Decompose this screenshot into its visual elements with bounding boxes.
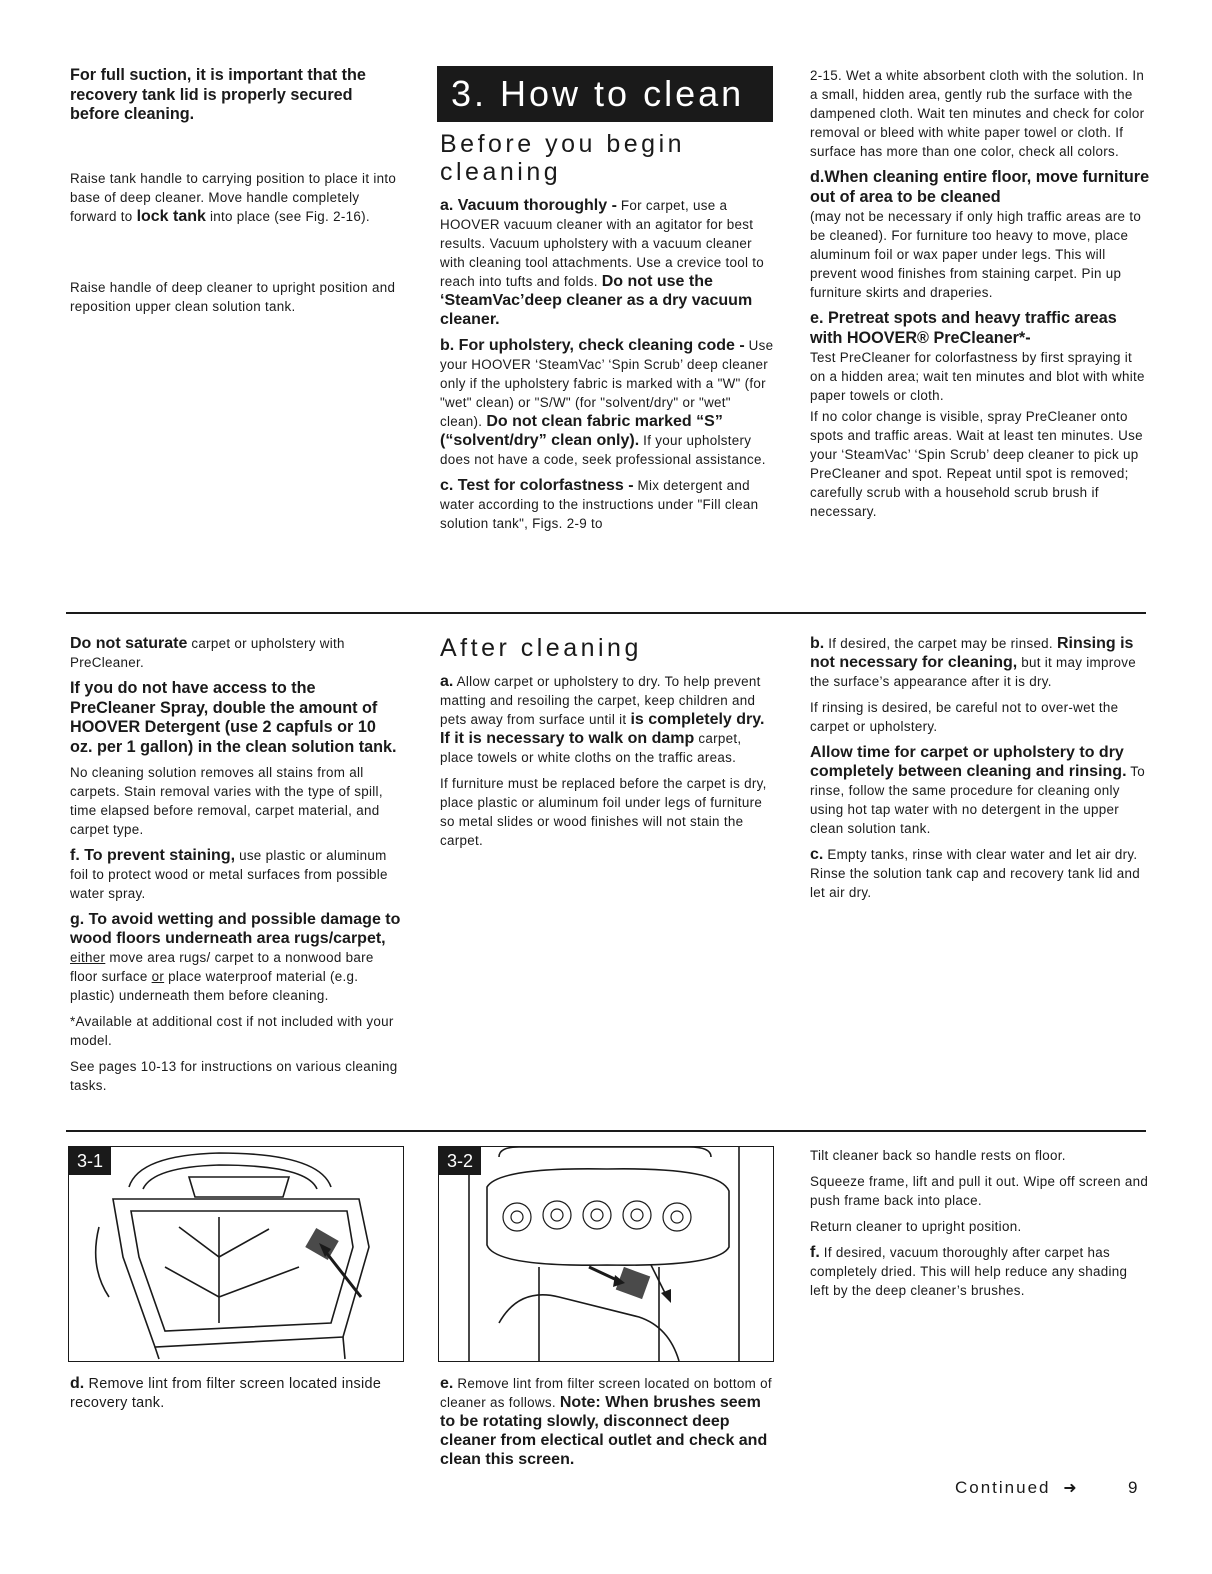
continued-label: Continued ➜	[955, 1478, 1079, 1497]
figure-label-3-2: 3-2	[439, 1147, 481, 1175]
pull-out-arrowhead-icon	[661, 1289, 671, 1303]
return-upright: Return cleaner to upright position.	[810, 1219, 1022, 1234]
no-solution-note: No cleaning solution removes all stains from all carpets. Stain removal varies with the type of spill, time elapsed before removal, carpet material, and carpet type.	[70, 765, 383, 837]
divider-top	[66, 612, 1146, 614]
figure-label-3-1: 3-1	[69, 1147, 111, 1175]
page-number: 9	[1128, 1478, 1140, 1497]
continue-arrow-icon: ➜	[1063, 1480, 1079, 1497]
step-g-wood-floors: g. To avoid wetting and possible damage to wood floors underneath area rugs/carpet, either move area rugs/ carpet to a nonwood bare floor surface or place waterproof material (e.g. plastic) underneath them before cleaning.	[70, 911, 401, 1003]
col2-bottom	[440, 1374, 775, 1494]
step-c-colorfastness: c. Test for colorfastness - Mix detergent and water according to the instructions under "Fill clean solution tank", Figs. 2-9 to	[440, 477, 759, 531]
after-step-b: b. If desired, the carpet may be rinsed. Rinsing is not necessary for cleaning, but it may improve the surface’s appearance after it is dry.	[810, 635, 1137, 689]
brush-rollers	[503, 1201, 691, 1231]
filter-screen	[305, 1228, 339, 1260]
after-step-a: a. Allow carpet or upholstery to dry. To help prevent matting and resoiling the carpet, keep children and pets away from surface until it is completely dry. If it is necessary to walk on damp carpet, place towels or white cloths on the traffic areas.	[440, 673, 765, 765]
step-a-vacuum: a. Vacuum thoroughly - For carpet, use a HOOVER vacuum cleaner with an agitator for best results. Vacuum upholstery with a vacuum cleaner with cleaning tool attachments. Use a crevice tool to reach into tufts and folds. Do not use the ‘SteamVac’deep cleaner as a dry vacuum cleaner.	[440, 197, 765, 328]
step-e-lint: e. Remove lint from filter screen located on bottom of cleaner as follows. Note: When brushes seem to be rotating slowly, disconnect deep cleaner from electical outlet and check and clean this screen.	[440, 1375, 772, 1468]
cleaner-bottom-illustration	[439, 1147, 773, 1361]
step-d-lead: d.When cleaning entire floor, move furniture out of area to be cleaned	[810, 168, 1150, 206]
before-title-line2: cleaning	[440, 158, 562, 186]
divider-bottom	[66, 1130, 1146, 1132]
pointer-arrow-line	[325, 1251, 361, 1297]
step-f-staining: f. To prevent staining, use plastic or aluminum foil to protect wood or metal surfaces from possible water spray.	[70, 847, 388, 901]
step-d-lint: d. Remove lint from filter screen located inside recovery tank.	[70, 1375, 382, 1411]
raise-tank-paragraph: Raise tank handle to carrying position to place it into base of deep cleaner. Move handle completely forward to lock tank into place (see Fig. 2-16).	[70, 170, 397, 225]
before-title-line1: Before you begin	[440, 130, 686, 158]
do-not-saturate: Do not saturate carpet or upholstery with PreCleaner.	[70, 635, 345, 670]
figure-3-2	[438, 1146, 774, 1362]
rinse-care-note: If rinsing is desired, be careful not to over-wet the carpet or upholstery.	[810, 700, 1119, 734]
allow-time-note: Allow time for carpet or upholstery to dry completely between cleaning and rinsing. To rinse, follow the same procedure for cleaning only using hot tap water with no detergent in the upper clean solution tank.	[810, 744, 1146, 836]
step-b-upholstery: b. For upholstery, check cleaning code - Use your HOOVER ‘SteamVac’ ‘Spin Scrub’ deep cleaner only if the upholstery fabric is marked with a "W" (for "wet" clean) or "S/W" (for "solvent/dry" or "wet" clean). Do not clean fabric marked “S” (“solvent/dry” clean only). If your upholstery does not have a code, seek professional assistance.	[440, 337, 774, 467]
suction-warning: For full suction, it is important that the recovery tank lid is properly secured before cleaning.	[70, 66, 366, 123]
col3-top	[810, 66, 1150, 611]
col3-bottom	[810, 1146, 1150, 1366]
figure-3-1	[68, 1146, 404, 1362]
section-banner: 3. How to clean	[437, 66, 773, 122]
col2-mid	[440, 634, 775, 1114]
tank-outer-shell	[113, 1199, 369, 1347]
tilt-cleaner: Tilt cleaner back so handle rests on floor.	[810, 1148, 1066, 1163]
step-e-lead: e. Pretreat spots and heavy traffic areas with HOOVER® PreCleaner*-	[810, 309, 1117, 347]
recovery-tank-illustration	[69, 1147, 403, 1361]
after-cleaning-title: After cleaning	[440, 634, 642, 662]
step-f-vacuum: f. If desired, vacuum thoroughly after carpet has completely dried. This will help reduce any shading left by the deep cleaner’s brushes.	[810, 1244, 1128, 1298]
col2-top	[440, 130, 775, 608]
furniture-note: If furniture must be replaced before the carpet is dry, place plastic or aluminum foil under legs of furniture so metal slides or wood finishes will not stain the carpet.	[440, 776, 767, 848]
col1-mid	[70, 634, 402, 1130]
step-e-text: Test PreCleaner for colorfastness by first spraying it on a hidden area; wait ten minutes and blot with white paper towels or cloth.	[810, 350, 1145, 403]
col1-bottom	[70, 1374, 402, 1434]
tank-handle-outer	[129, 1153, 331, 1187]
raise-handle-paragraph: Raise handle of deep cleaner to upright position and reposition upper clean solution tank.	[70, 279, 396, 314]
step-e-text2: If no color change is visible, spray PreCleaner onto spots and traffic areas. Wait at least ten minutes. Use your ‘SteamVac’ ‘Spin Scrub’ deep cleaner to pick up PreCleaner and spot. Repeat until spot is removed; carefully scrub with a household scrub brush if necessary.	[810, 409, 1143, 519]
squeeze-frame: Squeeze frame, lift and pull it out. Wipe off screen and push frame back into place.	[810, 1174, 1149, 1208]
step-d-text: (may not be necessary if only high traffic areas are to be cleaned). For furniture too heavy to move, place aluminum foil or wax paper under legs. This will prevent wood finishes from staining carpet. Pin up furniture skirts and draperies.	[810, 209, 1142, 300]
availability-footnote: *Available at additional cost if not included with your model.	[70, 1014, 394, 1048]
precleaner-note: If you do not have access to the PreCleaner Spray, double the amount of HOOVER Detergent (use 2 capfuls or 10 oz. per 1 gallon) in the clean solution tank.	[70, 679, 397, 756]
col1-top	[70, 66, 402, 606]
see-pages-note: See pages 10-13 for instructions on various cleaning tasks.	[70, 1059, 398, 1093]
col3-mid	[810, 634, 1150, 1114]
step-c-continued: 2-15. Wet a white absorbent cloth with the solution. In a small, hidden area, gently rub the surface with the dampened cloth. Wait ten minutes and check for color removal or bleed with white paper towel or cloth. If surface has more than one color, check all colors.	[810, 68, 1145, 159]
tank-inner-wall	[131, 1211, 353, 1331]
after-step-c: c. Empty tanks, rinse with clear water and let air dry. Rinse the solution tank cap and recovery tank lid and let air dry.	[810, 846, 1141, 900]
